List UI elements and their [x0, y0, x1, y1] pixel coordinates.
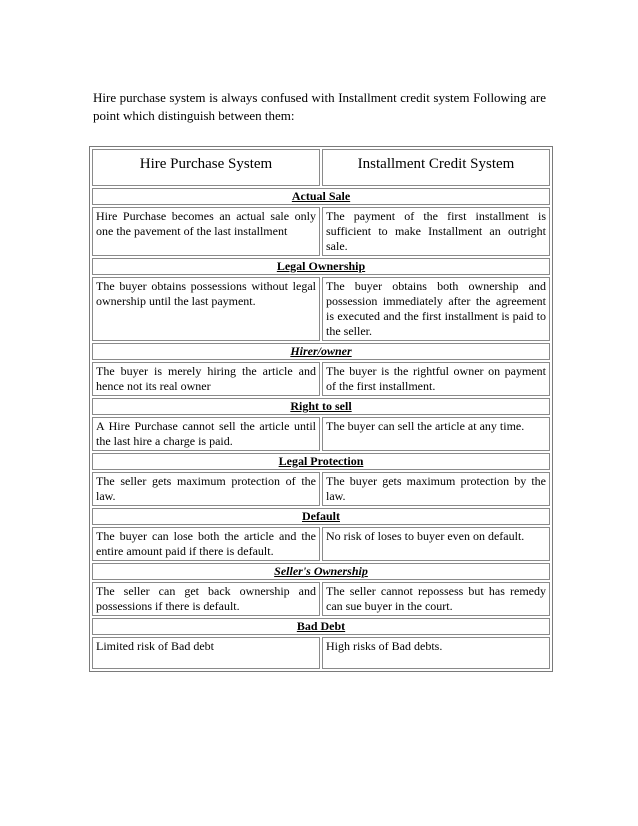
section-title: Right to sell — [92, 398, 550, 415]
installment-credit-cell: The payment of the first installment is sufficient to make Installment an outright sale. — [322, 207, 550, 256]
hire-purchase-cell: The seller can get back ownership and possessions if there is default. — [92, 582, 320, 616]
table-header-row — [92, 149, 550, 186]
installment-credit-cell: The buyer is the rightful owner on payment of the first installment. — [322, 362, 550, 396]
table-row — [92, 362, 550, 396]
section-row — [92, 343, 550, 360]
section-title: Hirer/owner — [92, 343, 550, 360]
hire-purchase-cell: The buyer obtains possessions without legal ownership until the last payment. — [92, 277, 320, 341]
header-hire-purchase: Hire Purchase System — [92, 149, 320, 186]
section-title: Default — [92, 508, 550, 525]
table-row — [92, 472, 550, 506]
table-row — [92, 417, 550, 451]
table-row — [92, 637, 550, 669]
hire-purchase-cell: Hire Purchase becomes an actual sale only one the pavement of the last installment — [92, 207, 320, 256]
table-row — [92, 277, 550, 341]
installment-credit-cell: The buyer gets maximum protection by the law. — [322, 472, 550, 506]
section-title: Seller's Ownership — [92, 563, 550, 580]
section-row — [92, 398, 550, 415]
section-row — [92, 563, 550, 580]
hire-purchase-cell: The buyer is merely hiring the article and hence not its real owner — [92, 362, 320, 396]
section-row — [92, 508, 550, 525]
comparison-table — [89, 146, 553, 672]
section-row — [92, 453, 550, 470]
table-row — [92, 207, 550, 256]
section-title: Actual Sale — [92, 188, 550, 205]
header-installment-credit: Installment Credit System — [322, 149, 550, 186]
hire-purchase-cell: The seller gets maximum protection of the law. — [92, 472, 320, 506]
installment-credit-cell: No risk of loses to buyer even on default. — [322, 527, 550, 561]
hire-purchase-cell: A Hire Purchase cannot sell the article until the last hire a charge is paid. — [92, 417, 320, 451]
table-row — [92, 527, 550, 561]
section-title: Legal Protection — [92, 453, 550, 470]
section-title: Bad Debt — [92, 618, 550, 635]
hire-purchase-cell: Limited risk of Bad debt — [92, 637, 320, 669]
hire-purchase-cell: The buyer can lose both the article and the entire amount paid if there is default. — [92, 527, 320, 561]
installment-credit-cell: The buyer can sell the article at any time. — [322, 417, 550, 451]
intro-paragraph: Hire purchase system is always confused with Installment credit system Following are point which distinguish between them: — [93, 90, 546, 123]
section-row — [92, 618, 550, 635]
installment-credit-cell: The seller cannot repossess but has remedy can sue buyer in the court. — [322, 582, 550, 616]
table-row — [92, 582, 550, 616]
section-row — [92, 258, 550, 275]
section-row — [92, 188, 550, 205]
installment-credit-cell: High risks of Bad debts. — [322, 637, 550, 669]
installment-credit-cell: The buyer obtains both ownership and possession immediately after the agreement is executed and the first installment is paid to the seller. — [322, 277, 550, 341]
section-title: Legal Ownership — [92, 258, 550, 275]
